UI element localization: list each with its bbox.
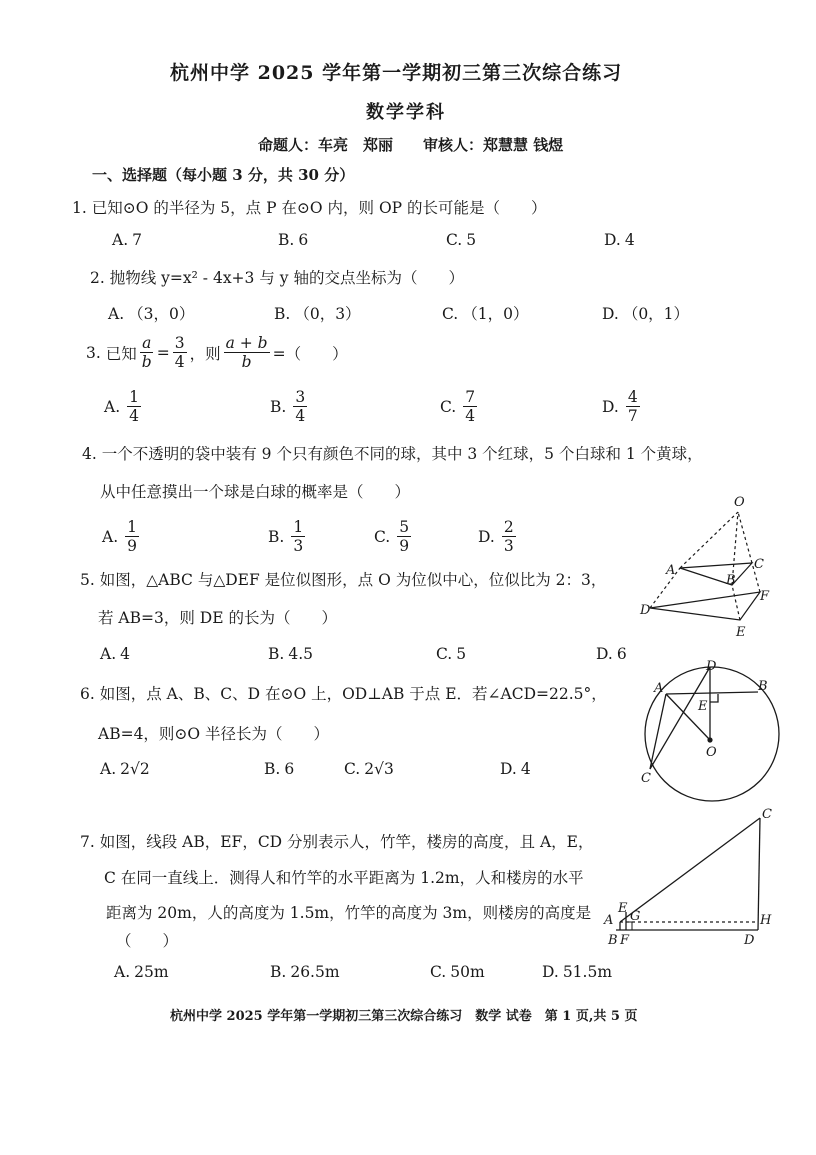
label-C: C <box>641 771 651 786</box>
equals-sign: = <box>156 343 170 362</box>
option-fraction <box>502 518 516 555</box>
option-label: C. <box>344 760 361 778</box>
option-label: B. <box>278 231 295 249</box>
option-value: 4.5 <box>288 645 313 663</box>
figure-q6-circle <box>636 654 792 806</box>
q1-option-c[interactable] <box>446 231 476 249</box>
q3-option-a[interactable] <box>104 388 144 425</box>
center-point <box>707 737 712 742</box>
option-label: B. <box>270 963 287 981</box>
question-number: 4. <box>82 445 97 463</box>
option-value: 4 <box>520 760 531 778</box>
option-label: C. <box>436 645 453 663</box>
q2-option-c[interactable] <box>442 302 528 324</box>
question-number: 3. <box>86 343 101 362</box>
option-value: 51.5m <box>562 963 613 981</box>
question-5-line2: 若 AB=3，则 DE 的长为（ ） <box>98 609 337 627</box>
label-A: A <box>666 563 676 578</box>
numerator: 3 <box>295 388 306 406</box>
fraction-a-plus-b-over-b <box>224 334 270 371</box>
numerator: 1 <box>127 518 137 536</box>
q3-option-d[interactable] <box>602 388 643 425</box>
q2-option-a[interactable] <box>108 302 194 324</box>
label-A: A <box>654 681 664 696</box>
page-footer: 杭州中学 2025 学年第一学期初三第三次综合练习 数学 试卷 第 1 页,共 5 页 <box>170 1009 638 1024</box>
q2-option-d[interactable] <box>602 302 689 324</box>
label-D: D <box>640 603 651 618</box>
label-D: D <box>744 933 755 948</box>
question-4 <box>82 442 703 464</box>
q1-option-b[interactable] <box>278 231 308 249</box>
option-value: 5 <box>466 231 477 249</box>
option-value: 4 <box>120 645 130 663</box>
question-7-line4: （ ） <box>116 932 179 950</box>
question-text: 如图，点 A、B、C、D 在⊙O 上，OD⊥AB 于点 E．若∠ACD=22.5°， <box>99 685 607 703</box>
authors-line: 命题人：车亮 郑丽 审核人：郑慧慧 钱煜 <box>258 136 564 154</box>
label-E: E <box>618 901 628 916</box>
question-number: 6. <box>80 685 95 703</box>
option-label: A. <box>100 760 117 778</box>
label-C: C <box>754 557 764 572</box>
option-label: A. <box>108 305 125 323</box>
q4-option-c[interactable] <box>374 518 414 555</box>
option-label: C. <box>446 231 463 249</box>
option-fraction <box>125 518 139 555</box>
option-label: D. <box>602 397 619 416</box>
option-label: D. <box>604 231 621 249</box>
fraction-a-over-b <box>140 334 154 371</box>
q7-option-b[interactable] <box>270 963 340 981</box>
numerator: 4 <box>627 388 638 406</box>
q3-option-b[interactable] <box>270 388 310 425</box>
q4-option-d[interactable] <box>478 518 519 555</box>
question-text: 如图，线段 AB，EF，CD 分别表示人，竹竿，楼房的高度，且 A，E， <box>99 833 594 851</box>
option-label: C. <box>442 305 459 323</box>
label-O: O <box>734 495 745 510</box>
label-B: B <box>726 573 736 588</box>
option-value: 2√2 <box>120 760 150 778</box>
exam-title: 杭州中学 2025 学年第一学期初三第三次综合练习 <box>170 62 623 84</box>
option-label: C. <box>440 397 457 416</box>
label-E: E <box>736 625 746 640</box>
denominator: 3 <box>503 537 514 555</box>
q6-option-c[interactable] <box>344 760 394 778</box>
denominator: 3 <box>293 537 304 555</box>
numerator: 1 <box>293 518 304 536</box>
label-B: B <box>608 933 618 948</box>
question-text: 如图，△ABC 与△DEF 是位似图形，点 O 为位似中心，位似比为 2：3， <box>99 571 607 589</box>
option-label: B. <box>274 305 291 323</box>
denominator: b <box>141 353 152 371</box>
option-value: （3，0） <box>128 305 195 323</box>
option-value: （1，0） <box>462 305 529 323</box>
option-label: C. <box>374 527 391 546</box>
q7-option-c[interactable] <box>430 963 485 981</box>
option-label: C. <box>430 963 447 981</box>
numerator: 2 <box>503 518 514 536</box>
label-B: B <box>758 679 768 694</box>
subject-title: 数学学科 <box>366 102 446 123</box>
option-value: 4 <box>624 231 635 249</box>
denominator: 9 <box>127 537 137 555</box>
label-E: E <box>698 699 708 714</box>
section-heading: 一、选择题（每小题 3 分，共 30 分） <box>92 166 355 184</box>
q2-option-b[interactable] <box>274 302 361 324</box>
option-label: D. <box>542 963 559 981</box>
question-6 <box>80 682 607 704</box>
option-label: D. <box>596 645 613 663</box>
q4-option-a[interactable] <box>102 518 142 555</box>
question-1 <box>72 196 547 218</box>
option-label: B. <box>264 760 281 778</box>
label-G: G <box>630 909 641 924</box>
option-label: A. <box>112 231 129 249</box>
question-text: 一个不透明的袋中装有 9 个只有颜色不同的球，其中 3 个红球，5 个白球和 1 个黄球， <box>101 445 703 463</box>
q5-option-a[interactable] <box>100 645 130 663</box>
option-fraction <box>463 388 477 425</box>
label-F: F <box>760 589 770 604</box>
option-value: 7 <box>132 231 142 249</box>
option-value: （0，3） <box>294 305 361 323</box>
q7-option-d[interactable] <box>542 963 612 981</box>
option-value: （0，1） <box>622 305 690 323</box>
option-fraction <box>127 388 141 425</box>
q5-option-d[interactable] <box>596 645 627 663</box>
option-value: 2√3 <box>364 760 394 778</box>
option-fraction <box>397 518 411 555</box>
fraction-three-quarters <box>173 334 187 371</box>
option-label: D. <box>500 760 517 778</box>
denominator: 4 <box>174 353 185 371</box>
figure-q7-similar-triangles <box>600 806 784 952</box>
question-2 <box>90 266 464 288</box>
denominator: 7 <box>627 407 638 425</box>
label-D: D <box>706 659 717 674</box>
q6-option-a[interactable] <box>100 760 150 778</box>
label-O: O <box>706 745 717 760</box>
numerator: 3 <box>174 334 185 352</box>
question-text: ，则 <box>189 344 221 363</box>
question-7-line2: C 在同一直线上．测得人和竹竿的水平距离为 1.2m，人和楼房的水平 <box>104 869 584 887</box>
question-7 <box>80 830 593 852</box>
label-H: H <box>760 913 772 928</box>
denominator: 4 <box>465 407 476 425</box>
question-number: 7. <box>80 833 95 851</box>
q5-option-b[interactable] <box>268 645 313 663</box>
q6-option-b[interactable] <box>264 760 294 778</box>
numerator: 5 <box>399 518 410 536</box>
option-label: D. <box>478 527 495 546</box>
numerator: a + b <box>225 334 268 352</box>
option-value: 25m <box>134 963 169 981</box>
option-label: B. <box>268 645 285 663</box>
question-text: =（ ） <box>272 344 348 363</box>
figure-q5-homothety <box>630 490 790 650</box>
option-label: B. <box>268 527 285 546</box>
question-text: 抛物线 y=x² - 4x+3 与 y 轴的交点坐标为（ ） <box>109 269 464 287</box>
question-5 <box>80 568 606 590</box>
question-text: 已知⊙O 的半径为 5，点 P 在⊙O 内，则 OP 的长可能是（ ） <box>91 199 547 217</box>
option-label: A. <box>100 645 117 663</box>
question-7-line3: 距离为 20m，人的高度为 1.5m，竹竿的高度为 3m，则楼房的高度是 <box>106 904 592 922</box>
option-label: B. <box>270 397 287 416</box>
question-3 <box>86 334 348 371</box>
option-value: 5 <box>456 645 467 663</box>
option-fraction <box>626 388 640 425</box>
option-value: 6 <box>298 231 309 249</box>
question-text: 已知 <box>105 344 137 363</box>
option-fraction <box>293 388 307 425</box>
numerator: 1 <box>129 388 139 406</box>
label-A: A <box>604 913 614 928</box>
option-value: 26.5m <box>290 963 340 981</box>
q6-option-d[interactable] <box>500 760 531 778</box>
question-4-line2: 从中任意摸出一个球是白球的概率是（ ） <box>100 483 411 501</box>
numerator: a <box>142 334 152 352</box>
q7-option-a[interactable] <box>114 963 169 981</box>
denominator: b <box>241 353 252 371</box>
question-number: 5. <box>80 571 95 589</box>
option-label: D. <box>602 305 619 323</box>
option-label: A. <box>104 397 121 416</box>
q1-option-a[interactable] <box>112 231 142 249</box>
option-label: A. <box>114 963 131 981</box>
option-label: A. <box>102 527 119 546</box>
denominator: 4 <box>129 407 139 425</box>
option-value: 6 <box>284 760 295 778</box>
option-value: 50m <box>450 963 485 981</box>
q5-option-c[interactable] <box>436 645 466 663</box>
option-value: 6 <box>616 645 627 663</box>
denominator: 9 <box>399 537 410 555</box>
denominator: 4 <box>295 407 306 425</box>
q3-option-c[interactable] <box>440 388 480 425</box>
label-F: F <box>620 933 630 948</box>
option-fraction <box>291 518 305 555</box>
question-number: 1. <box>72 199 87 217</box>
q1-option-d[interactable] <box>604 231 635 249</box>
numerator: 7 <box>465 388 476 406</box>
q4-option-b[interactable] <box>268 518 308 555</box>
question-6-line2: AB=4，则⊙O 半径长为（ ） <box>98 725 330 743</box>
label-C: C <box>762 807 772 822</box>
question-number: 2. <box>90 269 105 287</box>
